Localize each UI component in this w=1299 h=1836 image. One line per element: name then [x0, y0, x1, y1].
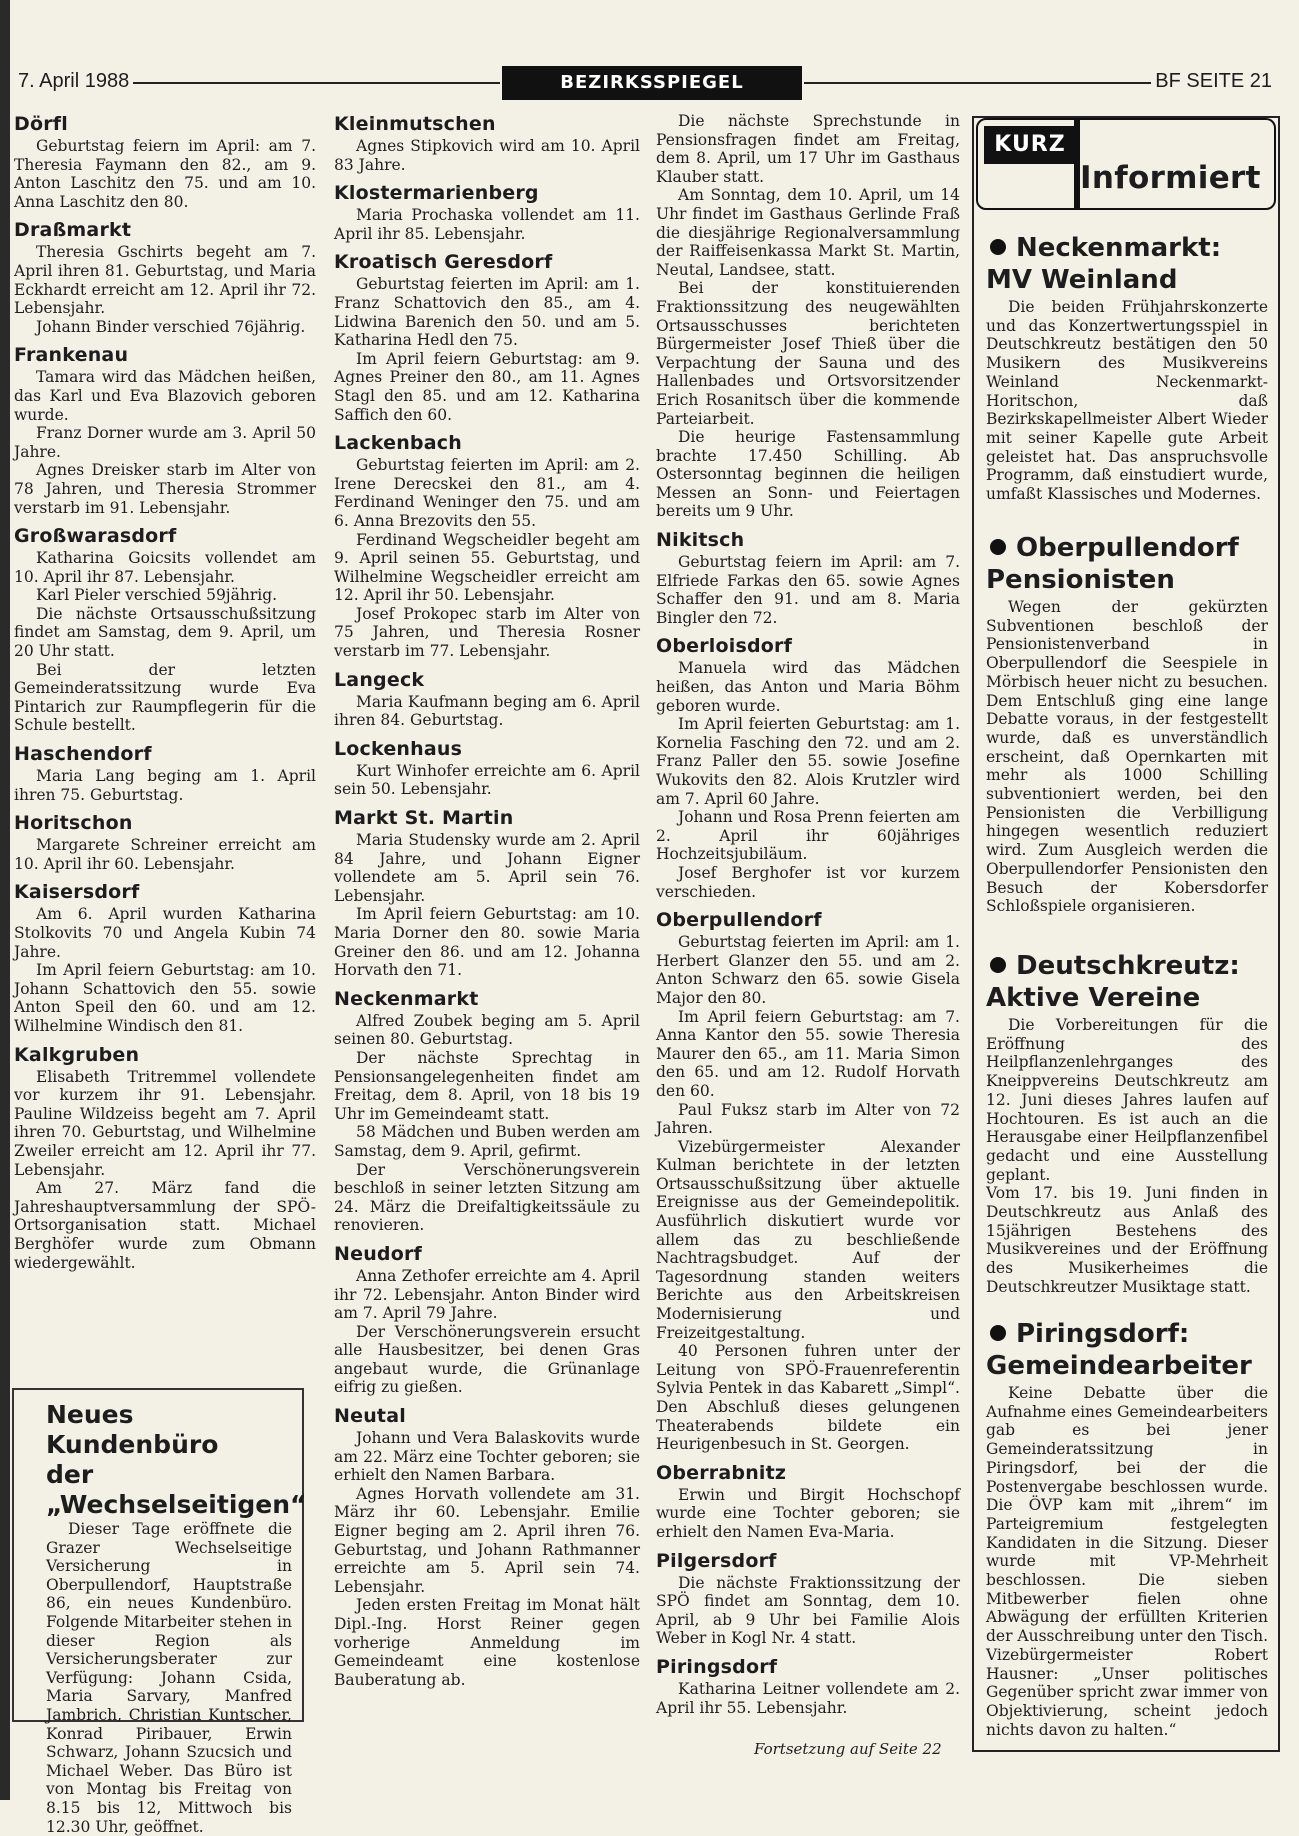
article-heading: Kroatisch Geresdorf	[334, 251, 553, 274]
article-text: Agnes Horvath vollendete am 31. März ihr 60. Lebensjahr. Emilie Eigner beging am 2. April ihren 76. Geburtstag, und Johann Rathmanner erreichte am 5. April sein 74. Lebensjahr.	[334, 1484, 640, 1596]
continuation-note: Fortsetzung auf Seite 22	[754, 1740, 942, 1758]
article-text: Tamara wird das Mädchen heißen, das Karl und Eva Blazovich geboren wurde.	[14, 368, 316, 424]
article-neudorf	[334, 1242, 640, 1397]
article-text: Am 6. April wurden Katharina Stolkovits 70 und Angela Kubin 74 Jahre.	[14, 905, 316, 961]
news-title	[986, 232, 1268, 296]
section-title: BEZIRKSSPIEGEL	[502, 66, 802, 100]
article-heading: Oberrabnitz	[656, 1461, 787, 1484]
article-text: Franz Dorner wurde am 3. April 50 Jahre.	[14, 424, 316, 461]
news-title	[986, 1318, 1268, 1382]
column-2	[334, 112, 640, 1696]
article-text: Im April feiern Geburtstag: am 10. Johann Schattovich den 55. sowie Anton Speil den 60. und am 12. Wilhelmine Windisch den 81.	[14, 961, 316, 1035]
article-text: Die nächste Fraktionssitzung der SPÖ findet am Sonntag, dem 10. April, ab 9 Uhr bei Familie Alois Weber in Kogl Nr. 4 statt.	[656, 1573, 960, 1648]
article-neutal	[334, 1404, 640, 1689]
article-piringsdorf	[656, 1655, 960, 1717]
article-text: Im April feiern Geburtstag: am 10. Maria Dorner den 80. sowie Maria Greiner den 86. und am 12. Johanna Horvath den 71.	[334, 905, 640, 980]
article-heading: Lackenbach	[334, 432, 462, 455]
article-text: Am Sonntag, dem 10. April, um 14 Uhr findet im Gasthaus Gerlinde Fraß die diesjährige Regionalversammlung der Raiffeisenkassa Markt St. Martin, Neutal, Landsee, statt.	[656, 186, 960, 279]
article-text: Die heurige Fastensammlung brachte 17.450 Schilling. Ab Ostersonntag beginnen die heiligen Messen an Sonn- und Feiertagen bereits um 9 Uhr.	[656, 428, 960, 521]
news-text: Keine Debatte über die Aufnahme eines Gemeindearbeiters gab es bei jener Gemeinderatssitzung in Piringsdorf, bei der die Postenvergabe beschlossen wurde. Die ÖVP kam mit „ihrem“ im Parteigremium festgelegten Kandidaten in die Sitzung. Dieser wurde mit VP-Mehrheit beschlossen. Die sieben Mitbewerber fielen ohne Abwägung der erfüllten Kriterien der Ausschreibung unter den Tisch. Vizebürgermeister Robert Hausner: „Unser politisches Gegenüber spricht zwar immer von Objektivierung, scheint jedoch nichts davon zu halten.“	[986, 1384, 1269, 1739]
article-heading: Neckenmarkt	[334, 987, 479, 1010]
article-kroatisch-geresdorf	[334, 250, 640, 424]
news-title-line2: Pensionisten	[986, 565, 1175, 595]
article-text: Elisabeth Tritremmel vollendete vor kurzem ihr 91. Lebensjahr. Pauline Wildzeiss begeht am 7. April ihren 70. Geburtstag, und Wilhelmine Zweiler erreicht am 12. April ihr 77. Lebensjahr.	[14, 1067, 316, 1179]
bullet-icon	[990, 957, 1006, 973]
article-heading: Piringsdorf	[656, 1655, 778, 1678]
kundenbuero-box	[12, 1388, 307, 1836]
article-drassmarkt	[14, 218, 316, 336]
article-text: Johann und Rosa Prenn feierten am 2. April ihr 60jähriges Hochzeitsjubiläum.	[656, 808, 960, 864]
article-text: Im April feierten Geburtstag: am 1. Kornelia Fasching den 72. und am 2. Franz Paller den 55. sowie Josefine Wukovits den 82. Alois Krutzler wird am 7. April 60 Jahre.	[656, 715, 960, 808]
article-nikitsch	[656, 528, 960, 627]
article-pilgersdorf	[656, 1549, 960, 1648]
article-heading: Horitschon	[14, 812, 133, 835]
article-text: Paul Fuksz starb im Alter von 72 Jahren.	[656, 1100, 960, 1138]
article-lackenbach	[334, 431, 640, 661]
article-frankenau	[14, 343, 316, 517]
page-header	[14, 66, 1276, 100]
news-title-line2: MV Weinland	[986, 265, 1178, 295]
article-grosswarasdorf	[14, 524, 316, 735]
article-text: Im April feiern Geburtstag: am 7. Anna Kantor den 55. sowie Theresia Maurer den 65., am 11. Maria Simon den 65. und am 12. Rudolf Horvath den 60.	[656, 1007, 960, 1100]
article-markt-st-martin-cont	[656, 112, 960, 521]
article-oberrabnitz	[656, 1461, 960, 1542]
article-kleinmutschen	[334, 112, 640, 174]
article-text: Manuela wird das Mädchen heißen, das Anton und Maria Böhm geboren wurde.	[656, 659, 960, 715]
article-text: Maria Lang beging am 1. April ihren 75. Geburtstag.	[14, 767, 316, 804]
article-text: Bei der letzten Gemeinderatssitzung wurde Eva Pintarich zur Raumpflegerin für die Schule bestellt.	[14, 660, 316, 735]
article-text: Theresia Gschirts begeht am 7. April ihren 81. Geburtstag, und Maria Eckhardt erreicht am 12. April ihr 72. Lebensjahr.	[14, 243, 316, 318]
article-heading: Draßmarkt	[14, 219, 132, 242]
article-lockenhaus	[334, 737, 640, 799]
article-text: Die nächste Ortsausschußsitzung findet am Samstag, dem 9. April, um 20 Uhr statt.	[14, 604, 316, 661]
news-title-line1: Piringsdorf:	[1016, 1319, 1190, 1349]
box-text: Dieser Tage eröffnete die Grazer Wechselseitige Versicherung in Oberpullendorf, Hauptstraße 86, ein neues Kundenbüro. Folgende Mitarbeiter stehen in dieser Region als Versicherungsberater zur Verfügung: Johann Csida, Maria Sarvary, Manfred Jambrich, Christian Kuntscher, Konrad Piribauer, Erwin Schwarz, Johann Szucsich und Michael Weber. Das Büro ist von Montag bis Freitag von 8.15 bis 12, Mittwoch bis 12.30 Uhr, geöffnet.	[46, 1520, 292, 1836]
article-text: Der nächste Sprechtag in Pensionsangelegenheiten findet am Freitag, dem 8. April, von 18 bis 19 Uhr im Gemeindeamt statt.	[334, 1048, 640, 1123]
news-title-line2: Aktive Vereine	[986, 983, 1201, 1013]
article-heading: Dörfl	[14, 113, 68, 135]
article-heading: Großwarasdorf	[14, 525, 177, 548]
news-deutschkreutz	[986, 950, 1268, 1297]
informiert-label: Informiert	[1080, 160, 1261, 196]
article-text: Geburtstag feierten im April: am 2. Irene Derecskei den 81., am 4. Ferdinand Weninger den 75. und am 6. Anna Brezovits den 55.	[334, 456, 640, 530]
article-text: Anna Zethofer erreichte am 4. April ihr 72. Lebensjahr. Anton Binder wird am 7. April 79 Jahre.	[334, 1266, 640, 1323]
article-langeck	[334, 668, 640, 730]
article-text: Geburtstag feiern im April: am 7. Theresia Faymann den 82., am 9. Anton Laschitz den 75. und am 10. Anna Laschitz den 80.	[14, 137, 316, 211]
news-title-line1: Neckenmarkt:	[1016, 233, 1222, 263]
article-text: Josef Berghofer ist vor kurzem verschieden.	[656, 863, 960, 901]
article-text: Margarete Schreiner erreicht am 10. April ihr 60. Lebensjahr.	[14, 836, 316, 873]
article-doerfl	[14, 112, 316, 211]
news-title-line2: Gemeindearbeiter	[986, 1351, 1252, 1381]
article-kaisersdorf	[14, 880, 316, 1035]
article-text: Alfred Zoubek beging am 5. April seinen 80. Geburtstag.	[334, 1011, 640, 1049]
article-heading: Kleinmutschen	[334, 113, 496, 135]
column-1	[14, 112, 316, 1279]
news-neckenmarkt	[986, 232, 1268, 504]
article-heading: Markt St. Martin	[334, 807, 514, 830]
article-text: Geburtstag feiern im April: am 7. Elfriede Farkas den 65. sowie Agnes Schaffer den 91. und am 8. Maria Bingler den 72.	[656, 553, 960, 627]
news-title	[986, 950, 1268, 1014]
article-heading: Langeck	[334, 668, 425, 691]
article-text: Jeden ersten Freitag im Monat hält Dipl.-Ing. Horst Reiner gegen vorherige Anmeldung im Gemeindeamt eine kostenlose Bauberatung ab.	[334, 1596, 640, 1689]
news-text: Die Vorbereitungen für die Eröffnung des Heilpflanzenlehrganges des Kneippvereins Deutschkreutz am 12. Juni dieses Jahres laufen auf Hochtouren. Es ist auch an die Herausgabe einer Heilpflanzenfibel gedacht und eine Ausstellung geplant. Vom 17. bis 19. Juni finden in Deutschkreutz aus Anlaß des 15jährigen Bestehens des Musikvereines und der Eröffnung des Musikerheimes die Deutschkreutzer Musiktage statt.	[986, 1016, 1268, 1296]
bullet-icon	[990, 1325, 1006, 1341]
article-heading: Oberpullendorf	[656, 909, 822, 932]
article-heading: Frankenau	[14, 344, 129, 367]
article-horitschon	[14, 811, 316, 873]
box-heading: Neues Kundenbüro der „Wechselseitigen“	[46, 1400, 307, 1519]
article-text: Maria Prochaska vollendet am 11. April ihr 85. Lebensjahr.	[334, 206, 640, 243]
news-piringsdorf	[986, 1318, 1268, 1739]
article-heading: Kalkgruben	[14, 1043, 140, 1066]
column-3	[656, 112, 960, 1724]
article-text: 40 Personen fuhren unter der Leitung von SPÖ-Frauenreferentin Sylvia Pentek in das Kabarett „Simpl“. Den Abschluß dieses gelungenen Theaterabends bildete ein Heurigenbesuch in St. Georgen.	[656, 1342, 960, 1454]
article-text: Johann Binder verschied 76jährig.	[36, 317, 306, 336]
kurz-badge: KURZ	[984, 126, 1076, 164]
news-title-line1: Oberpullendorf	[1016, 533, 1239, 563]
article-heading: Klostermarienberg	[334, 182, 539, 205]
article-kalkgruben	[14, 1043, 316, 1273]
article-heading: Neudorf	[334, 1242, 423, 1265]
article-text: Katharina Goicsits vollendet am 10. April ihr 87. Lebensjahr.	[14, 549, 316, 586]
article-text: Katharina Leitner vollendete am 2. April ihr 55. Lebensjahr.	[656, 1679, 960, 1717]
article-text: Am 27. März fand die Jahreshauptversammlung der SPÖ-Ortsorganisation statt. Michael Berghöfer wurde zum Obmann wiedergewählt.	[14, 1179, 316, 1272]
article-text: Josef Prokopec starb im Alter von 75 Jahren, und Theresia Rosner verstarb im 77. Lebensjahr.	[334, 604, 640, 661]
bullet-icon	[990, 539, 1006, 555]
article-text: Der Verschönerungsverein ersucht alle Hausbesitzer, bei denen Gras angebaut wurde, die Grünanlage eifrig zu gießen.	[334, 1322, 640, 1397]
article-text: Vizebürgermeister Alexander Kulman berichtete in der letzten Ortsausschußsitzung über aktuelle Ereignisse aus der Gemeindepolitik. Ausführlich diskutiert wurde vor allem das zu beschließende Nachtragsbudget. Auf der Tagesordnung standen weiters Berichte aus den Arbeitskreisen Modernisierung und Freizeitgestaltung.	[656, 1137, 960, 1342]
article-oberpullendorf	[656, 908, 960, 1454]
article-text: Agnes Dreisker starb im Alter von 78 Jahren, und Theresia Strommer verstarb im 91. Lebensjahr.	[14, 461, 316, 517]
article-heading: Haschendorf	[14, 743, 152, 766]
article-text: Geburtstag feierten im April: am 1. Franz Schattovich den 85., am 4. Lidwina Barenich den 50. und am 5. Katharina Hedl den 75.	[334, 275, 640, 350]
page-number: BF SEITE 21	[1151, 70, 1276, 93]
article-text: Agnes Stipkovich wird am 10. April 83 Jahre.	[334, 137, 640, 174]
news-text: Wegen der gekürzten Subventionen beschloß der Pensionistenverband in Oberpullendorf die Seespiele in Mörbisch heuer nicht zu besuchen. Dem Entschluß ging eine lange Debatte voraus, in der festgestellt wurde, daß es unverständlich erscheint, daß Opernkarten mit mehr als 1000 Schilling subventioniert werden, bei den Pensionisten die Verbilligung hingegen wesentlich reduziert wird. Zum Ausgleich werden die Oberpullendorfer Pensionisten den Besuch der Kobersdorfer Schloßspiele organisieren.	[986, 598, 1268, 916]
article-neckenmarkt	[334, 987, 640, 1235]
article-text: Bei der konstituierenden Fraktionssitzung des neugewählten Ortsausschusses berichteten Bürgermeister Josef Thieß über die Verpachtung der Sauna und des Hallenbades und Ortsvorsitzender Erich Rosanitsch über die kommende Parteiarbeit.	[656, 279, 960, 428]
article-heading: Kaisersdorf	[14, 881, 140, 904]
article-heading: Oberloisdorf	[656, 635, 793, 658]
article-text: Der Verschönerungsverein beschloß in seiner letzten Sitzung am 24. März die Dreifaltigkeitssäule zu renovieren.	[334, 1160, 640, 1235]
article-heading: Pilgersdorf	[656, 1549, 777, 1572]
article-text: Geburtstag feierten im April: am 1. Herbert Glanzer den 55. und am 2. Anton Schwarz den 65. sowie Gisela Major den 80.	[656, 933, 960, 1007]
scan-edge	[0, 0, 10, 1800]
article-text: Kurt Winhofer erreichte am 6. April sein 50. Lebensjahr.	[334, 761, 640, 799]
news-title-line1: Deutschkreutz:	[1016, 951, 1240, 981]
article-klostermarienberg	[334, 181, 640, 243]
article-text: Maria Studensky wurde am 2. April 84 Jahre, und Johann Eigner vollendete am 5. April sein 76. Lebensjahr.	[334, 831, 640, 905]
news-text: Die beiden Frühjahrskonzerte und das Konzertwertungsspiel in Deutschkreutz bestätigen den 50 Musikern des Musikvereins Weinland Neckenmarkt-Horitschon, daß Bezirkskapellmeister Albert Wieder mit seiner Kapelle gute Arbeit geleistet hat. Das anspruchsvolle Programm, daß einstudiert wurde, umfaßt Klassisches und Modernes.	[986, 298, 1268, 504]
article-markt-st-martin	[334, 806, 640, 980]
news-oberpullendorf	[986, 532, 1268, 916]
article-text: Im April feiern Geburtstag: am 9. Agnes Preiner den 80., am 11. Agnes Stagl den 85. und am 12. Katharina Saffich den 60.	[334, 349, 640, 424]
news-title	[986, 532, 1268, 596]
article-heading: Neutal	[334, 1405, 406, 1428]
article-heading: Nikitsch	[656, 529, 745, 552]
bullet-icon	[990, 239, 1006, 255]
article-text: Johann und Vera Balaskovits wurde am 22. März eine Tochter geboren; sie erhielt den Namen Barbara.	[334, 1429, 640, 1485]
article-oberloisdorf	[656, 634, 960, 901]
article-haschendorf	[14, 742, 316, 804]
article-text: Maria Kaufmann beging am 6. April ihren 84. Geburtstag.	[334, 692, 640, 730]
article-text: Ferdinand Wegscheidler begeht am 9. April seinen 55. Geburtstag, und Wilhelmine Wegscheidler erreicht am 12. April ihr 50. Lebensjahr.	[334, 530, 640, 605]
issue-date: 7. April 1988	[14, 70, 133, 93]
article-text: Die nächste Sprechstunde in Pensionsfragen findet am Freitag, dem 8. April, um 17 Uhr im Gasthaus Klauber statt.	[656, 112, 960, 186]
article-text: 58 Mädchen und Buben werden am Samstag, dem 9. April, gefirmt.	[334, 1123, 640, 1160]
article-heading: Lockenhaus	[334, 737, 463, 760]
article-text: Karl Pieler verschied 59jährig.	[36, 586, 278, 605]
article-text: Erwin und Birgit Hochschopf wurde eine Tochter geboren; sie erhielt den Namen Eva-Maria.	[656, 1485, 960, 1541]
